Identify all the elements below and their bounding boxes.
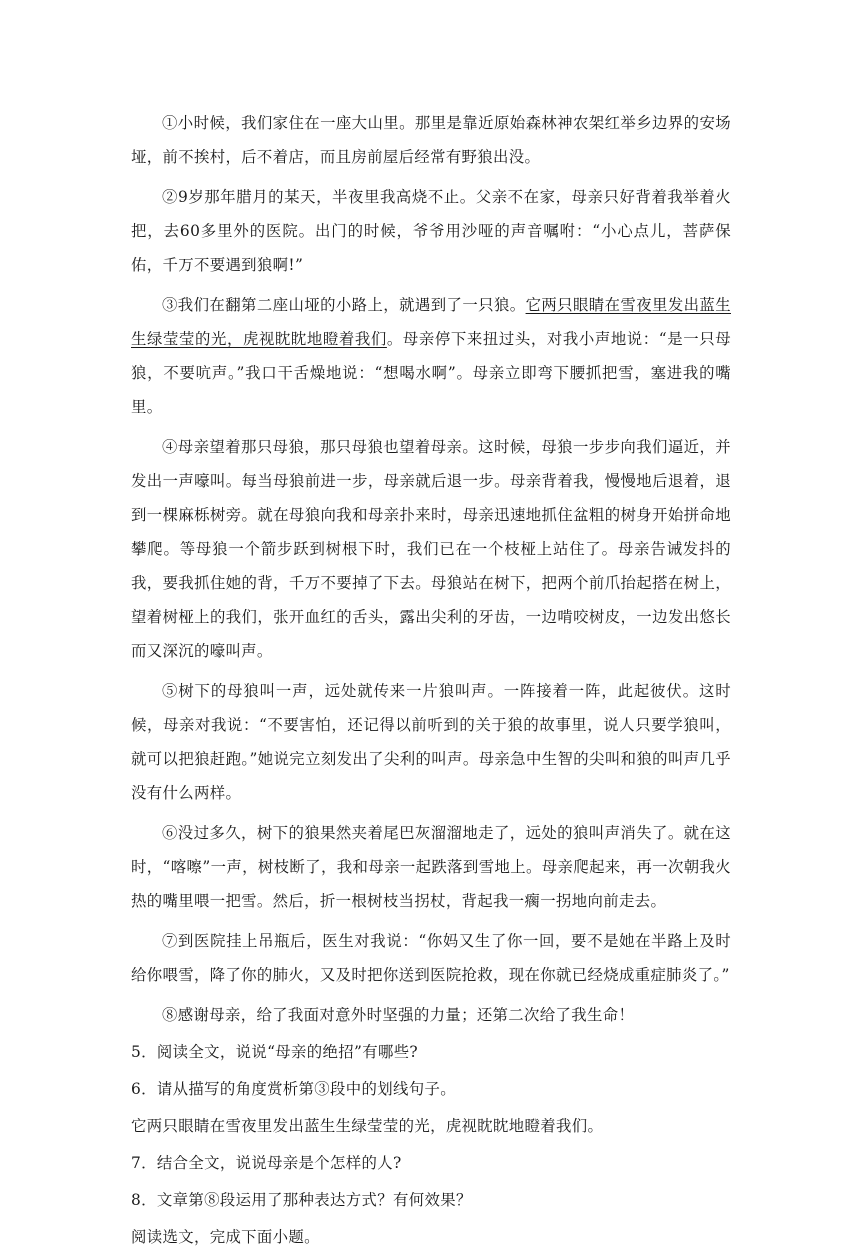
paragraph-7: ⑦到医院挂上吊瓶后，医生对我说：“你妈又生了你一回，要不是她在半路上及时给你喂雪，降了你的肺火，又及时把你送到医院抢救，现在你就已经烧成重症肺炎了。” [131,932,731,984]
paragraph-3-rest: 。母亲停下来扭过头，对我小声地说：“是一只母狼，不要吭声。”我口干舌燥地说：“想喝水啊”。母亲立即弯下腰抓把雪，塞进我的嘴里。 [131,330,731,416]
paragraph-5: ⑤树下的母狼叫一声，远处就传来一片狼叫声。一阵接着一阵，此起彼伏。这时候，母亲对我说：“不要害怕，还记得以前听到的关于狼的故事里，说人只要学狼叫，就可以把狼赶跑。”她说完立刻发出了尖利的叫声。母亲急中生智的尖叫和狼的叫声几乎没有什么两样。 [131,682,731,802]
paragraph-1: ①小时候，我们家住在一座大山里。那里是靠近原始森林神农架红举乡边界的安场垭，前不挨村，后不着店，而且房前屋后经常有野狼出没。 [131,114,731,166]
paragraph-3-lead: ③我们在翻第二座山垭的小路上，就遇到了一只狼。 [162,296,526,314]
document-page [131,106,731,1254]
paragraph-6: ⑥没过多久，树下的狼果然夹着尾巴灰溜溜地走了，远处的狼叫声消失了。就在这时，“喀嚓”一声，树枝断了，我和母亲一起跌落到雪地上。母亲爬起来，再一次朝我火热的嘴里喂一把雪。然后，折一根树枝当拐杖，背起我一瘸一拐地向前走去。 [131,824,731,910]
question-7: 7．结合全文，说说母亲是个怎样的人? [131,1154,402,1172]
paragraph-2: ②9岁那年腊月的某天，半夜里我高烧不止。父亲不在家，母亲只好背着我举着火把，去60多里外的医院。出门的时候，爷爷用沙哑的声音嘱咐：“小心点儿，菩萨保佑，千万不要遇到狼啊!” [131,188,731,274]
paragraph-3 [131,288,731,424]
question-6-quote: 它两只眼睛在雪夜里发出蓝生生绿莹莹的光，虎视眈眈地瞪着我们。 [131,1117,604,1135]
question-5: 5．阅读全文，说说“母亲的绝招”有哪些? [131,1043,419,1061]
paragraph-8: ⑧感谢母亲，给了我面对意外时坚强的力量；还第二次给了我生命！ [162,1006,635,1024]
underlined-sentence: 它两只眼睛在雪夜里发出蓝生生绿莹莹的光，虎视眈眈地瞪着我们 [131,296,731,348]
question-8: 8．文章第⑧段运用了那种表达方式？有何效果？ [131,1191,472,1209]
question-6: 6．请从描写的角度赏析第③段中的划线句子。 [131,1080,456,1098]
paragraph-4: ④母亲望着那只母狼，那只母狼也望着母亲。这时候，母狼一步步向我们逼近，并发出一声嚎叫。每当母狼前进一步，母亲就后退一步。母亲背着我，慢慢地后退着，退到一棵麻栎树旁。就在母狼向我和母亲扑来时，母亲迅速地抓住盆粗的树身开始拼命地攀爬。等母狼一个箭步跃到树根下时，我们已在一个枝桠上站住了。母亲告诫发抖的我，要我抓住她的背，千万不要掉了下去。母狼站在树下，把两个前爪抬起搭在树上，望着树桠上的我们，张开血红的舌头，露出尖利的牙齿，一边啃咬树皮，一边发出悠长而又深沉的嚎叫声。 [131,438,731,660]
reading-instruction: 阅读选文，完成下面小题。 [131,1228,320,1246]
